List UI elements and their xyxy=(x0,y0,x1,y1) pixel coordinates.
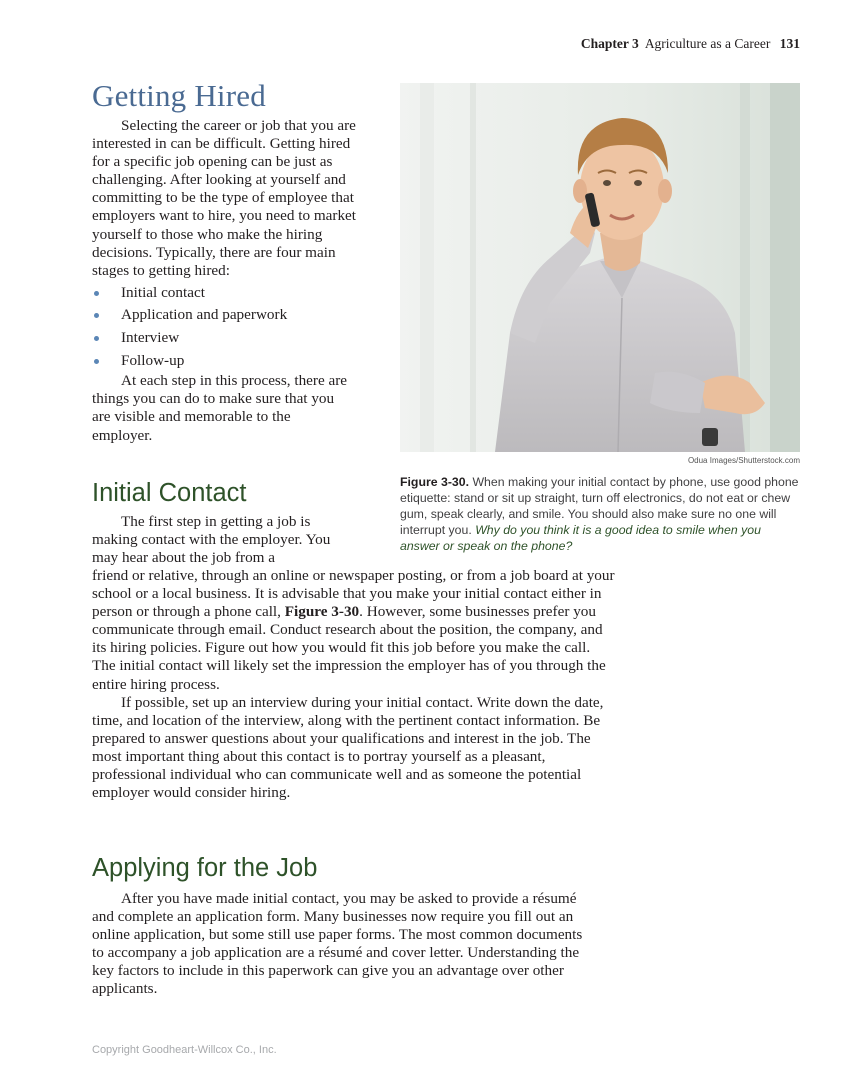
list-item: Initial contact xyxy=(92,282,367,305)
man-on-phone-illustration xyxy=(400,83,800,452)
intro-column xyxy=(92,117,367,445)
applying-paragraph: After you have made initial contact, you may be asked to provide a résumé and complete an application form. Many businesses now require you fill out an online application, but some still use paper forms. The most common documents to accompany a job application are a résumé and cover letter. Understanding the key factors to include in this paperwork can give you an advantage over other applicants. xyxy=(92,890,583,998)
chapter-title: Agriculture as a Career xyxy=(644,36,771,51)
bullet-icon xyxy=(94,313,99,318)
after-list-paragraph: At each step in this process, there are things you can do to make sure that you are visible and memorable to the employer. xyxy=(92,372,348,444)
section-title: Getting Hired xyxy=(92,78,266,113)
applying-section xyxy=(92,890,592,999)
figure-photo xyxy=(400,83,800,452)
initial-contact-paragraph-start: The first step in getting a job is making contact with the employer. You may hear about the job from a xyxy=(92,513,331,567)
caption-text: When making your initial contact by phone, use good phone etiquette: stand or sit up straight, turn off electronics, do not eat or chew gum, speak clearly, and smile. You should also make sure no one will interrupt you. xyxy=(400,475,799,537)
initial-contact-heading: Initial Contact xyxy=(92,479,247,507)
stages-list xyxy=(92,282,367,372)
list-item: Interview xyxy=(92,327,367,350)
initial-contact-narrow xyxy=(92,513,347,567)
list-item: Application and paperwork xyxy=(92,304,367,327)
initial-contact-paragraph-2: If possible, set up an interview during your initial contact. Write down the date, time, and location of the interview, along with the pertinent contact information. Be prepared to answer questions about your qualifications and interest in the job. The most important thing about this contact is to portray yourself as a pleasant, professional individual who can communicate well and as someone the potential employer would consider hiring. xyxy=(92,693,604,802)
running-head xyxy=(581,36,800,52)
initial-contact-paragraph-cont: friend or relative, through an online or newspaper posting, or from a job board at your school or a local business. It is advisable that you make your initial contact either in person or through a phone call, Figure 3-30. However, some businesses prefer you communicate through email. Conduct research about the position, the company, and its hiring policies. Figure out how you would fit this job before you make the call. The initial contact will likely set the impression the employer has of you through the entire hiring process. xyxy=(92,567,615,693)
figure-label: Figure 3-30. xyxy=(400,475,470,489)
chapter-label: Chapter 3 xyxy=(580,36,639,51)
intro-paragraph: Selecting the career or job that you are interested in can be difficult. Getting hired for a specific job opening can be just as challenging. After looking at yourself and committing to be the type of employee that employers want to hire, you need to market yourself to those who make the hiring decisions. Typically, there are four main stages to getting hired: xyxy=(92,117,357,279)
bullet-icon xyxy=(94,359,99,364)
copyright-footer: Copyright Goodheart-Willcox Co., Inc. xyxy=(92,1044,277,1056)
page-number: 131 xyxy=(779,36,800,51)
caption-question: Why do you think it is a good idea to smile when you answer or speak on the phone? xyxy=(400,523,761,553)
list-item: Follow-up xyxy=(92,350,367,373)
figure-caption xyxy=(400,474,800,554)
initial-contact-wide xyxy=(92,567,616,802)
bullet-icon xyxy=(94,336,99,341)
bullet-icon xyxy=(94,291,99,296)
figure-reference: Figure 3-30 xyxy=(284,603,360,621)
photo-credit: Odua Images/Shutterstock.com xyxy=(687,456,800,465)
applying-heading: Applying for the Job xyxy=(92,854,318,882)
